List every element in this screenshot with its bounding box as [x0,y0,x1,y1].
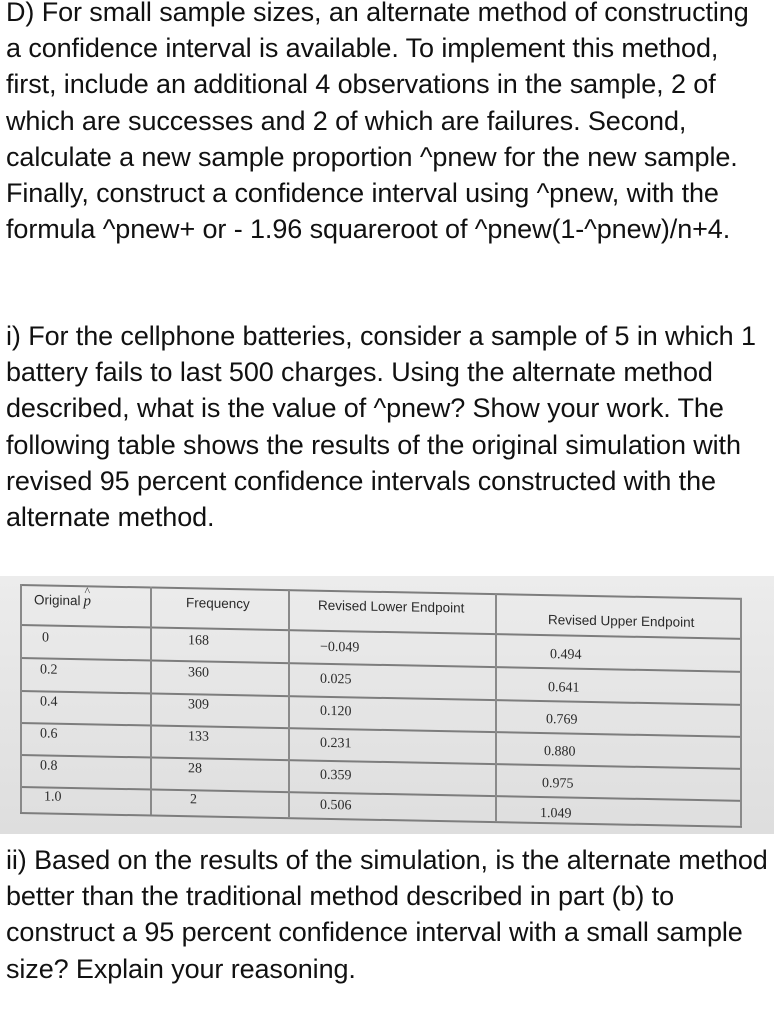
table-cell-lower: 0.231 [320,735,352,752]
table-cell-upper: 0.494 [550,647,582,663]
table-photo [0,576,774,834]
table-cell-upper: 1.049 [540,805,572,822]
table-cell-lower: 0.359 [320,767,352,784]
table-cell-lower: −0.049 [320,639,360,656]
table-cell-p: 0.4 [40,694,58,710]
part-i-paragraph: i) For the cellphone batteries, consider a sample of 5 in which 1 battery fails to last 500 charges. Using the alternate method described, what is the value of ^pnew? Show your work. The following table shows the results of the original simulation with revised 95 percent confidence intervals constructed with the alternate method. [6,321,756,533]
part-ii-paragraph: ii) Based on the results of the simulation, is the alternate method better than the traditional method described in part (b) to construct a 95 percent confidence interval with a small sample size? Explain your reasoning. [6,845,768,984]
table-cell-upper: 0.769 [546,712,578,728]
table-cell-frequency: 168 [188,633,209,649]
simulation-table [20,584,742,834]
header-frequency: Frequency [186,595,250,612]
table-cell-frequency: 133 [188,729,209,745]
table-cell-upper: 0.975 [542,776,574,792]
table-cell-lower: 0.120 [320,703,352,720]
table-cell-lower: 0.506 [320,797,352,814]
table-cell-frequency: 309 [188,697,209,713]
table-cell-frequency: 2 [190,792,197,808]
header-original-p: Original^ p [34,592,91,610]
part-d-paragraph: D) For small sample sizes, an alternate method of constructing a confidence interval is available. To implement this method, first, include an additional 4 observations in the sample, 2 of which are successes and 2 of which are failures. Second, calculate a new sample proportion ^pnew for the new sample. Finally, construct a confidence interval using ^pnew, with the formula ^pnew+ or - 1.96 squareroot of ^pnew(1-^pnew)/n+4. [6,0,749,245]
table-cell-lower: 0.025 [320,671,352,688]
table-cell-upper: 0.880 [544,744,576,760]
header-upper-endpoint: Revised Upper Endpoint [548,612,695,630]
table-cell-p: 0.8 [40,758,58,774]
header-lower-endpoint: Revised Lower Endpoint [318,597,465,616]
table-cell-p: 1.0 [44,789,62,805]
table-cell-frequency: 28 [188,761,202,777]
table-cell-p: 0.2 [40,662,58,678]
table-cell-p: 0.6 [40,726,58,742]
table-cell-upper: 0.641 [548,680,580,696]
p-hat-symbol: ^ p [84,593,92,610]
table-cell-frequency: 360 [188,665,209,681]
table-cell-p: 0 [42,630,49,646]
